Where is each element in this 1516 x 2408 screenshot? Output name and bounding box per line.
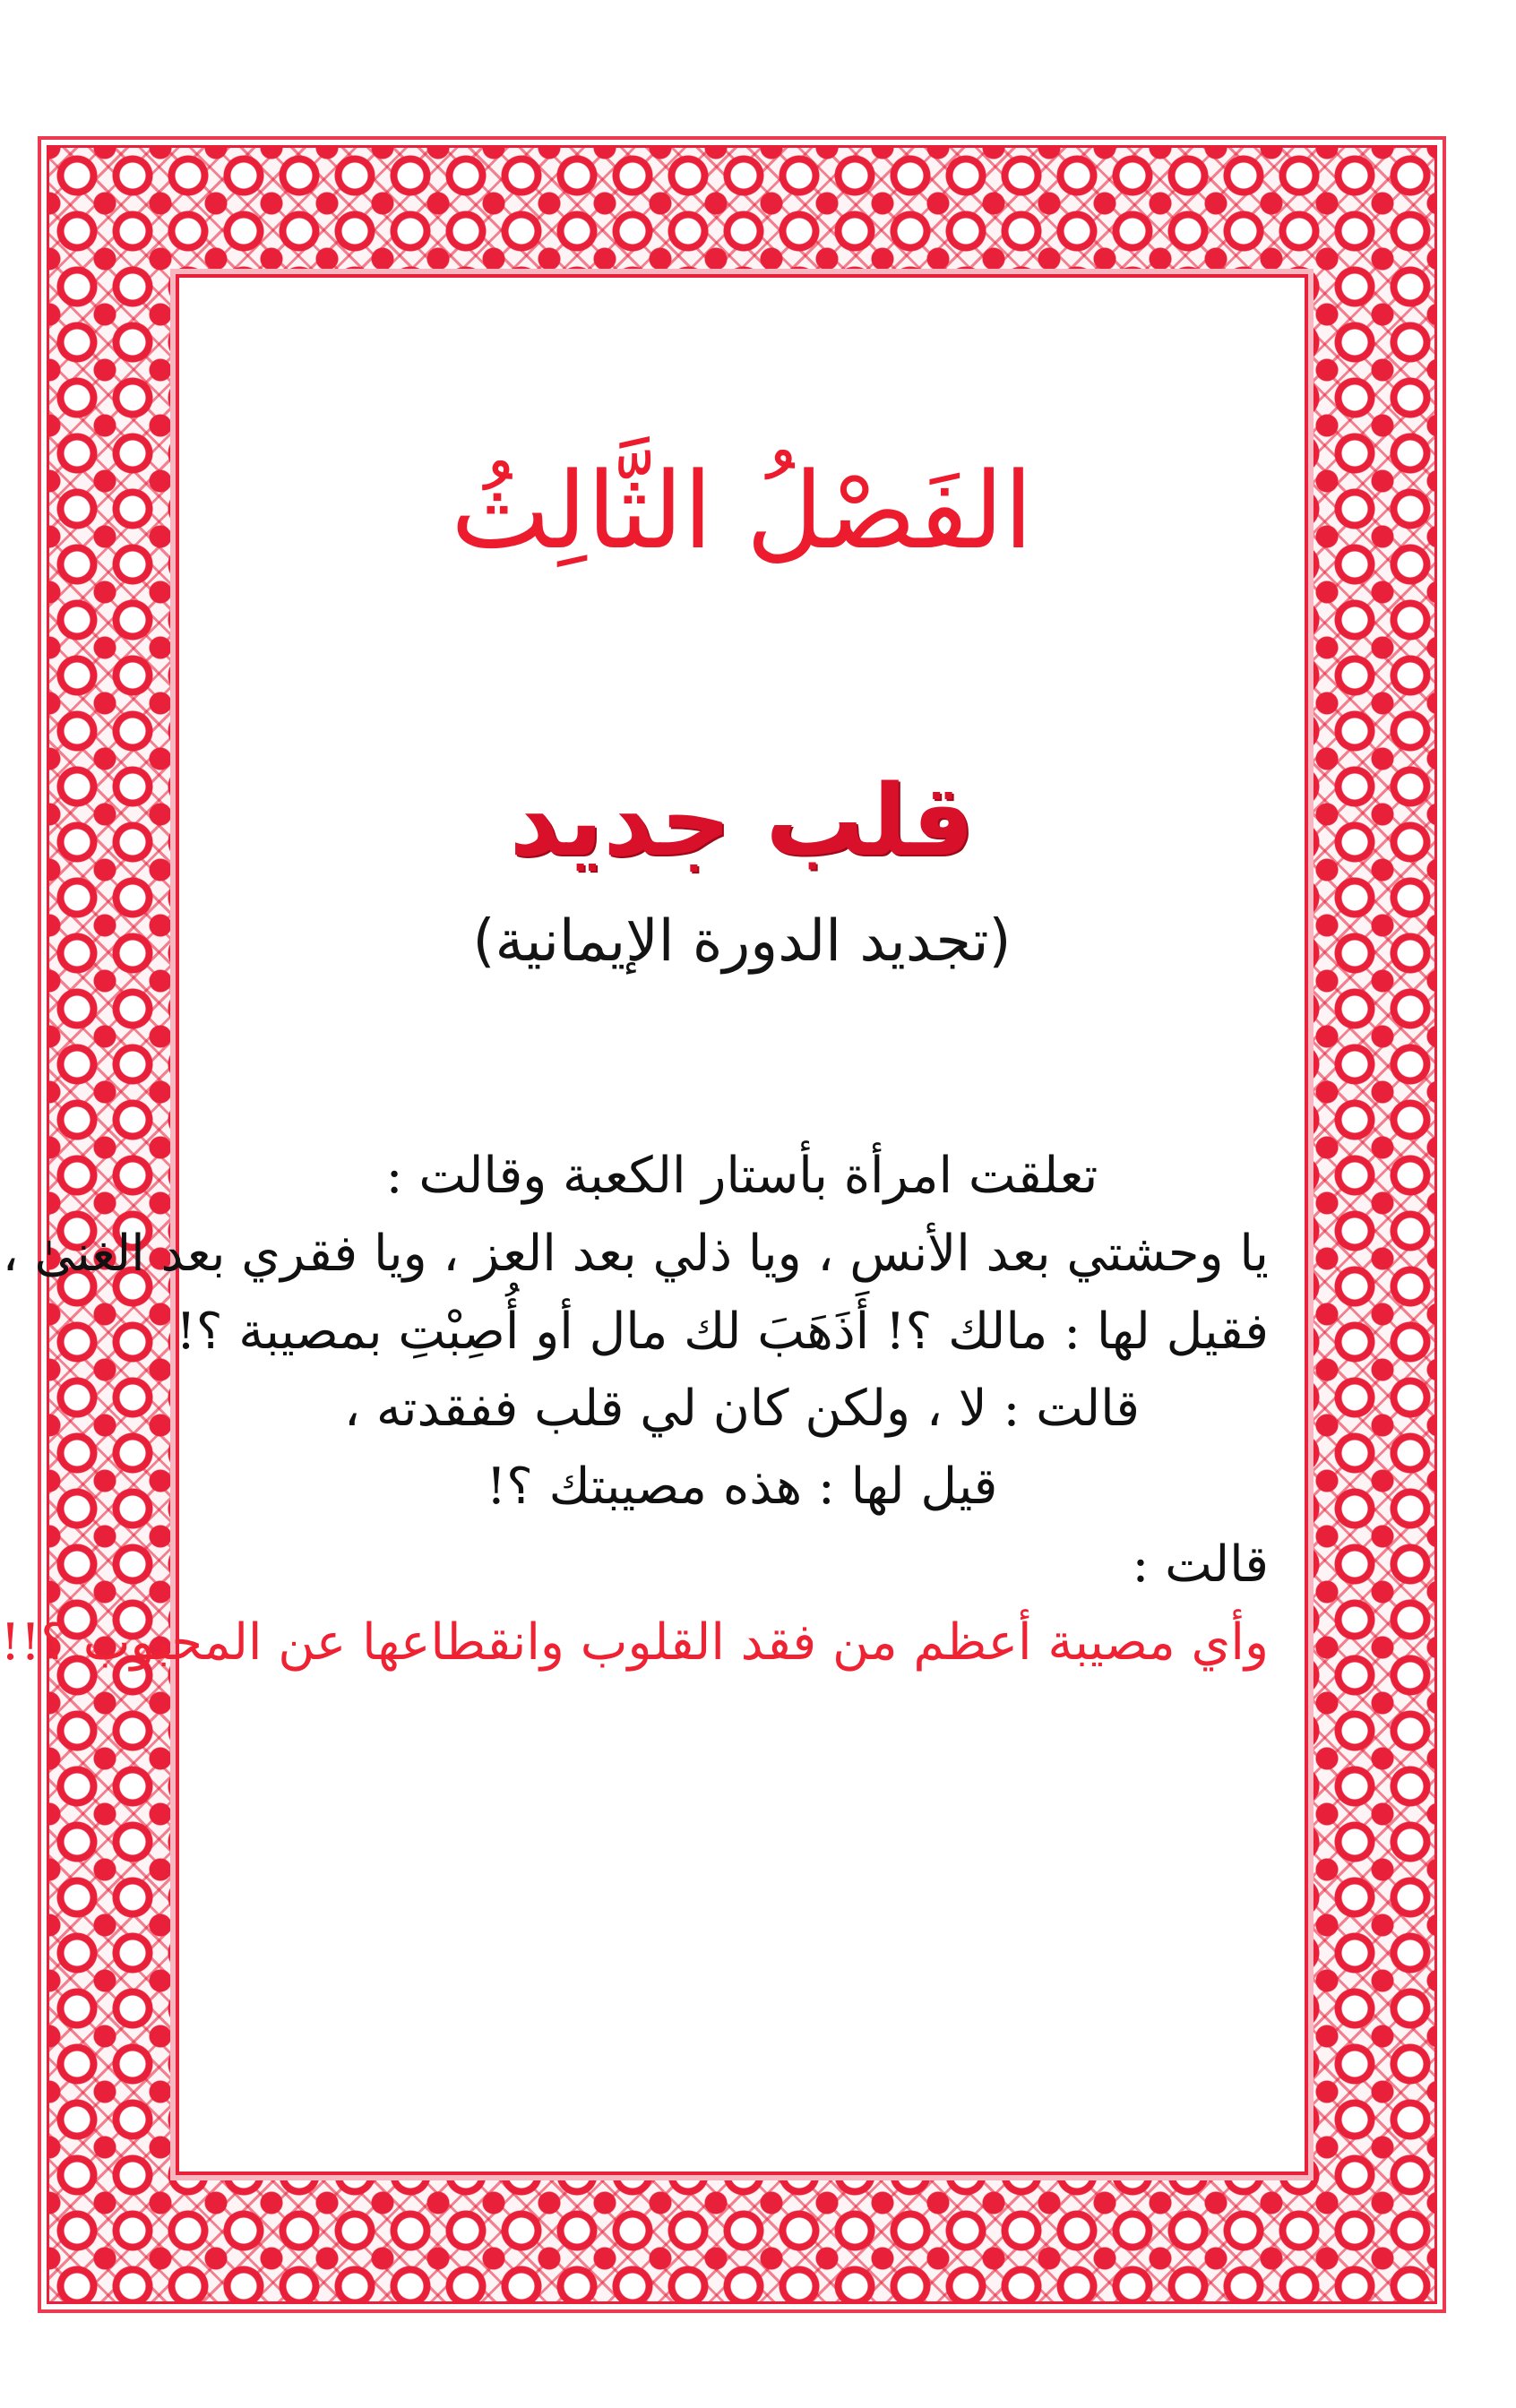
book-title: قلب جديد <box>509 763 975 878</box>
subtitle: (تجديد الدورة الإيمانية) <box>472 908 1012 975</box>
body-line: قيل لها : هذه مصيبتك ؟! <box>486 1458 998 1517</box>
body-line: قالت : <box>1132 1535 1269 1594</box>
body-line: قالت : لا ، ولكن كان لي قلب ففقدته ، <box>343 1380 1140 1439</box>
body-line: يا وحشتي بعد الأنس ، ويا ذلي بعد العز ، ويا فقري بعد الغنىٰ ، <box>2 1224 1269 1283</box>
text-panel <box>0 278 1305 2172</box>
body-line-highlight: وأي مصيبة أعظم من فقد القلوب وانقطاعها عن المحبوب ؟!! <box>0 1612 1269 1672</box>
body-text <box>0 1138 1269 1682</box>
chapter-title: الفَصْلُ الثَّالِثُ <box>451 449 1033 572</box>
body-line: تعلقت امرأة بأستار الكعبة وقالت : <box>385 1147 1098 1205</box>
body-line: فقيل لها : مالك ؟! أَذَهَبَ لك مال أو أُصِبْتِ بمصيبة ؟! <box>176 1302 1269 1361</box>
